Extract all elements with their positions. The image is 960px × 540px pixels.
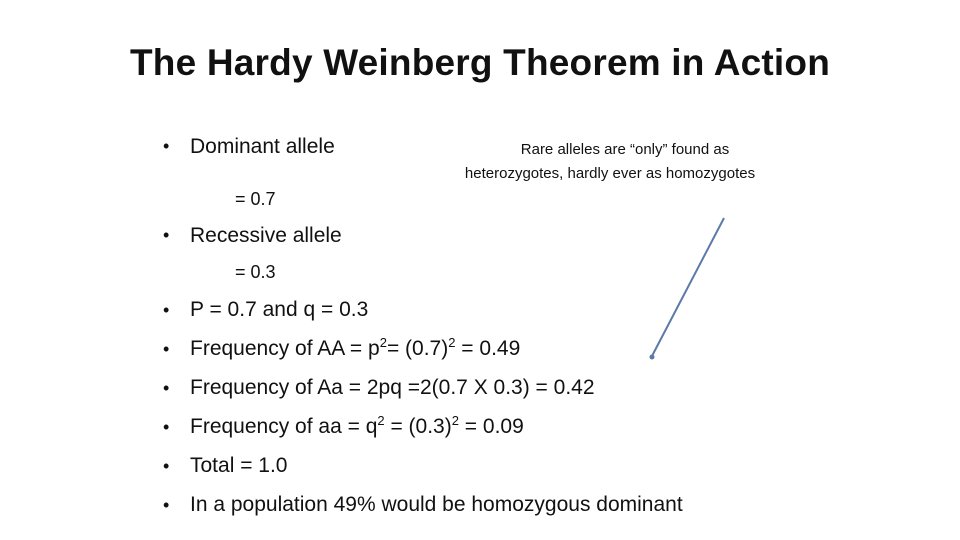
bullet: • xyxy=(163,378,170,398)
frequency-AA-text: Frequency of AA = p xyxy=(190,337,380,360)
frequency-Aa: Frequency of Aa = 2pq =2(0.7 X 0.3) = 0.42 xyxy=(190,376,595,399)
frequency-aa-text: = (0.3) xyxy=(384,415,452,438)
superscript: 2 xyxy=(377,413,385,428)
note-line-2: heterozygotes, hardly ever as homozygotes xyxy=(464,165,756,182)
slide-title: The Hardy Weinberg Theorem in Action xyxy=(129,42,830,83)
frequency-aa xyxy=(190,414,524,440)
bullet: • xyxy=(163,456,170,476)
total: Total = 1.0 xyxy=(190,454,288,477)
superscript: 2 xyxy=(451,413,459,428)
frequency-AA-text: = 0.49 xyxy=(455,337,521,360)
arrow-line xyxy=(652,218,724,356)
bullet: • xyxy=(163,136,170,156)
frequency-aa-text: = 0.09 xyxy=(458,415,524,438)
superscript: 2 xyxy=(448,335,456,350)
note-line-1: Rare alleles are “only” found as xyxy=(520,141,730,158)
p-and-q-values: P = 0.7 and q = 0.3 xyxy=(190,298,369,321)
superscript: 2 xyxy=(379,335,387,350)
bullet: • xyxy=(163,495,170,515)
frequency-aa-text: Frequency of aa = q xyxy=(190,415,378,438)
population-statement: In a population 49% would be homozygous dominant xyxy=(190,493,683,516)
arrow-tip xyxy=(650,355,655,360)
bullet: • xyxy=(163,417,170,437)
frequency-AA-text: = (0.7) xyxy=(386,337,449,360)
bullet: • xyxy=(163,300,170,320)
dominant-allele-value: = 0.7 xyxy=(235,189,276,209)
bullet: • xyxy=(163,225,170,245)
dominant-allele-label: Dominant allele xyxy=(190,135,335,158)
rare-alleles-note xyxy=(440,138,780,186)
frequency-AA xyxy=(190,336,520,362)
recessive-allele-value: = 0.3 xyxy=(235,262,276,282)
recessive-allele-label: Recessive allele xyxy=(190,224,342,247)
bullet: • xyxy=(163,339,170,359)
